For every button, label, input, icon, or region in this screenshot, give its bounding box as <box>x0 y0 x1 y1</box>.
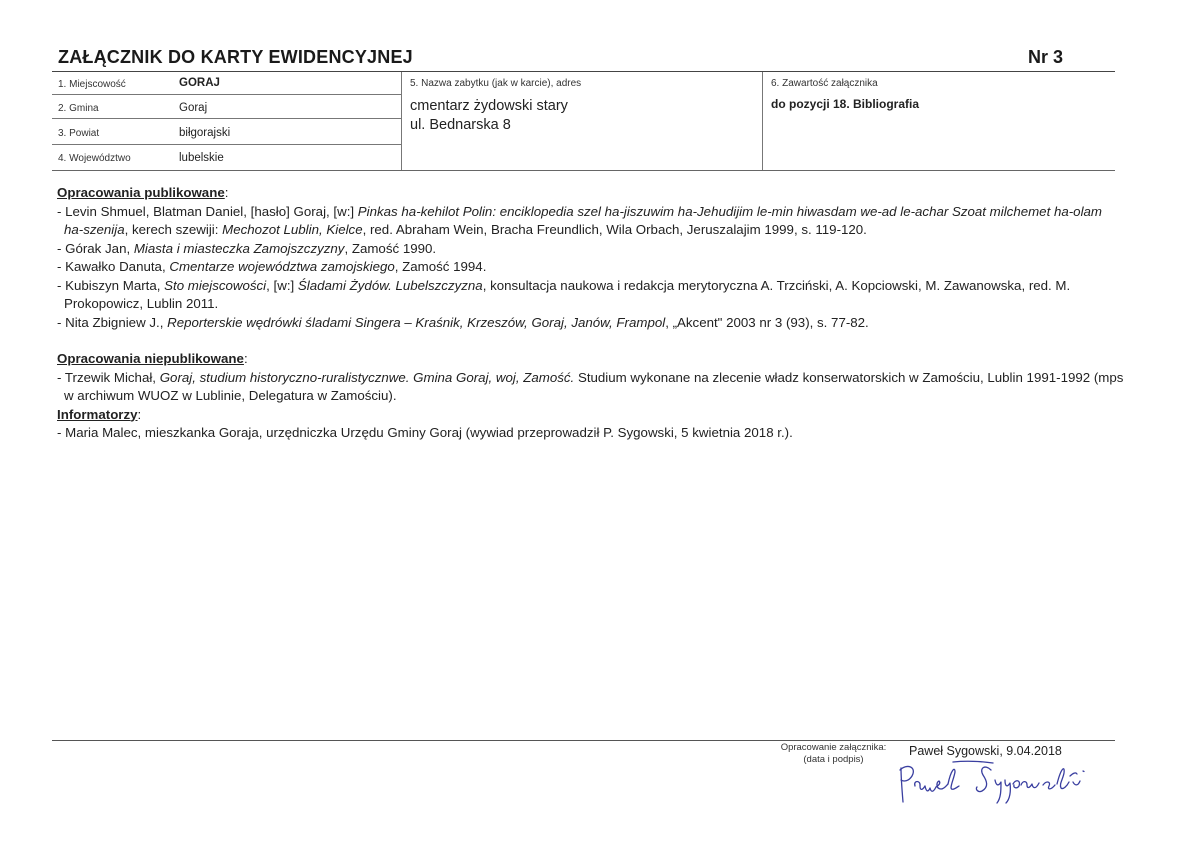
zawartosc-value: do pozycji 18. Bibliografia <box>771 97 920 111</box>
published-entry-2: - Górak Jan, Miasta i miasteczka Zamojszczyzny, Zamość 1990. <box>57 240 437 256</box>
row-divider <box>52 118 401 119</box>
header-table <box>52 71 1115 171</box>
gmina-label: 2. Gmina <box>58 103 99 114</box>
published-heading: Opracowania publikowane: <box>57 185 229 200</box>
published-entry-3: - Kawałko Danuta, Cmentarze województwa zamojskiego, Zamość 1994. <box>57 259 487 274</box>
wojewodztwo-value: lubelskie <box>179 152 224 164</box>
document-title: ZAŁĄCZNIK DO KARTY EWIDENCYJNEJ <box>58 47 413 67</box>
column-divider <box>401 72 402 170</box>
nazwa-zabytku-value: cmentarz żydowski stary <box>410 98 568 114</box>
published-entry-1: - Levin Shmuel, Blatman Daniel, [hasło] Goraj, [w:] Pinkas ha-kehilot Polin: enciklopedia szel ha-jiszuwim ha-Jehudijim le-min hiwasdam we-ad le-achar Szoat milchemet ha-olam <box>57 203 1103 219</box>
document-number: Nr 3 <box>1028 47 1064 67</box>
column-divider <box>762 72 763 170</box>
handwritten-signature <box>893 758 1123 808</box>
unpublished-entry-1: - Trzewik Michał, Goraj, studium historyczno-ruralistycznwe. Gmina Goraj, woj, Zamość. Studium wykonane na zlecenie władz konserwatorskich w Zamościu, Lublin 1991-1992 (mps <box>57 369 1124 385</box>
bibliography-body <box>57 184 1132 443</box>
miejscowosc-label: 1. Miejscowość <box>58 79 126 90</box>
published-entry-1-cont: ha-szenija, kerech szewiji: Mechozot Lublin, Kielce, red. Abraham Wein, Bracha Freundlich, Wila Orbach, Jeruszalajim 1999, s. 119-120. <box>64 222 867 237</box>
published-entry-5: - Nita Zbigniew J., Reporterskie wędrówki śladami Singera – Kraśnik, Krzeszów, Goraj, Janów, Frampol, „Akcent" 2003 nr 3 (93), s. 77-82. <box>57 314 869 330</box>
unpublished-heading: Opracowania niepublikowane: <box>57 351 248 366</box>
powiat-label: 3. Powiat <box>58 128 100 139</box>
informant-entry-1: - Maria Malec, mieszkanka Goraja, urzędniczka Urzędu Gminy Goraj (wywiad przeprowadził P. Sygowski, 5 kwietnia 2018 r.). <box>57 425 793 440</box>
powiat-value: biłgorajski <box>179 127 231 139</box>
adres-value: ul. Bednarska 8 <box>410 117 511 133</box>
row-divider <box>52 144 401 145</box>
nazwa-zabytku-label: 5. Nazwa zabytku (jak w karcie), adres <box>410 78 582 89</box>
footer-divider <box>52 740 1115 741</box>
published-entry-4-cont: Prokopowicz, Lublin 2011. <box>64 296 219 311</box>
prepared-by-label: Opracowanie załącznika: (data i podpis) <box>780 742 887 765</box>
prepared-by-value: Paweł Sygowski, 9.04.2018 <box>909 744 1062 758</box>
informants-heading: Informatorzy: <box>57 406 142 422</box>
wojewodztwo-label: 4. Województwo <box>58 153 131 164</box>
zawartosc-label: 6. Zawartość załącznika <box>771 78 878 89</box>
published-entry-4: - Kubiszyn Marta, Sto miejscowości, [w:] Śladami Żydów. Lubelszczyzna, konsultacja naukowa i redakcja merytoryczna A. Trzciński, A. Kopciowski, M. Zawanowska, red. M. <box>57 277 1071 293</box>
miejscowosc-value: GORAJ <box>179 77 220 89</box>
gmina-value: Goraj <box>179 102 208 114</box>
unpublished-entry-1-cont: w archiwum WUOZ w Lublinie, Delegatura w Zamościu). <box>64 388 397 403</box>
row-divider <box>52 94 401 95</box>
